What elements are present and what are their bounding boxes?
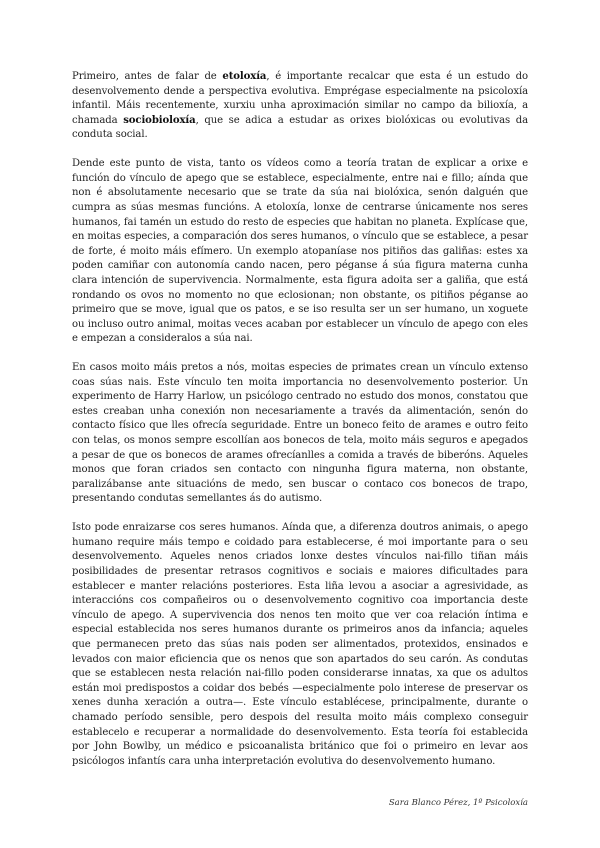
bold-term: etoloxía [222, 71, 267, 82]
text-run: En casos moito máis pretos a nós, moitas especies de primates crean un vínculo extenso coas súas nais. Este vínculo ten moita importancia no desenvolvemento posterior. Un experimento de Harry Harlow, un psicólogo centrado no estudo dos monos, constatou que estes creaban unha conexión non necesariamente a través da alimentación, senón do contacto físico que lles ofrecía seguridade. Entre un boneco feito de arames e outro feito con telas, os monos sempre escollían aos bonecos de tela, moito máis seguros e apegados a pesar de que os bonecos de arames ofrecíanlles a comida a través de biberóns. Aqueles monos que foran criados sen contacto con ningunha figura materna, non obstante, paralizábanse ante situacións de medo, sen buscar o contaco cos bonecos de trapo, presentando condutas semellantes ás do autismo. [72, 362, 528, 505]
paragraph-2 [72, 157, 528, 347]
footer-author: Sara Blanco Pérez, 1º Psicoloxía [388, 798, 528, 808]
bold-term: sociobioloxía [123, 114, 196, 126]
text-run: Primeiro, antes de falar de [72, 71, 223, 82]
text-run: , é importante recalcar que esta é un estudo do desenvolvemento dende a perspectiva evolutiva. Emprégase especialmente na psicoloxía infantil. Máis recentemente, xurxiu unha aproximación similar no campo da bilioxía, a chamada [72, 71, 528, 126]
paragraph-3 [72, 361, 528, 507]
text-run: Isto pode enraizarse cos seres humanos. Aínda que, a diferenza doutros animais, o apego humano require máis tempo e coidado para establecerse, é moi importante para o seu desenvolvemento. Aqueles nenos criados lonxe destes vínculos nai-fillo tiñan máis posibilidades de presentar retrasos cognitivos e sociais e maiores dificultades para establecer e manter relacións posteriores. Esta liña levou a asociar a agresividade, as interaccións cos compañeiros ou o desenvolvemento cognitivo coa importancia deste vínculo de apego. A supervivencia dos nenos ten moito que ver coa relación íntima e especial establecida nos seres humanos durante os primeiros anos da infancia; aqueles que permanecen preto das súas nais poden ser alimentados, protexidos, ensinados e levados con maior eficiencia que os nenos que son apartados do seu carón. As condutas que se establecen nesta relación nai-fillo poden considerarse innatas, xa que os adultos están moi predispostos a coidar dos bebés —especialmente polo interese de preservar os xenes dunha xeración a outra—. Este vínculo establécese, principalmente, durante o chamado período sensible, pero despois del resulta moito máis complexo conseguir establecelo e recuperar a normalidade do desenvolvemento. Esta teoría foi establecida por John Bowlby, un médico e psicoanalista británico que foi o primeiro en levar aos psicólogos infantís cara unha interpretación evolutiva do desenvolvemento humano. [72, 522, 528, 767]
text-run: Dende este punto de vista, tanto os vídeos como a teoría tratan de explicar a orixe e función do vínculo de apego que se establece, especialmente, entre nai e fillo; aínda que non é absolutamente necesario que se trate da súa nai biolóxica, senón dalguén que cumpra as súas mesmas funcións. A etoloxía, lonxe de centrarse únicamente nos seres humanos, fai tamén un estudo do resto de especies que habitan no planeta. Explícase que, en moitas especies, a comparación dos seres humanos, o vínculo que se establece, a pesar de forte, é moito máis efímero. Un exemplo atopaníase nos pitiños das galiñas: estes xa poden camiñar con autonomía cando nacen, pero péganse á súa figura materna cunha clara intención de supervivencia. Normalmente, esta figura adoita ser a galiña, que está rondando os ovos no momento no que eclosionan; non obstante, os pitiños péganse ao primeiro que se move, igual que os patos, e se iso resulta ser un ser humano, un xoguete ou incluso outro animal, moitas veces acaban por establecer un vínculo de apego con eles e empezan a consideralos a súa nai. [72, 158, 528, 345]
paragraph-1 [72, 70, 528, 143]
text-run: , que se adica a estudar as orixes biolóxicas ou evolutivas da conduta social. [72, 114, 528, 141]
paragraph-4 [72, 521, 528, 769]
document-body [72, 70, 528, 783]
